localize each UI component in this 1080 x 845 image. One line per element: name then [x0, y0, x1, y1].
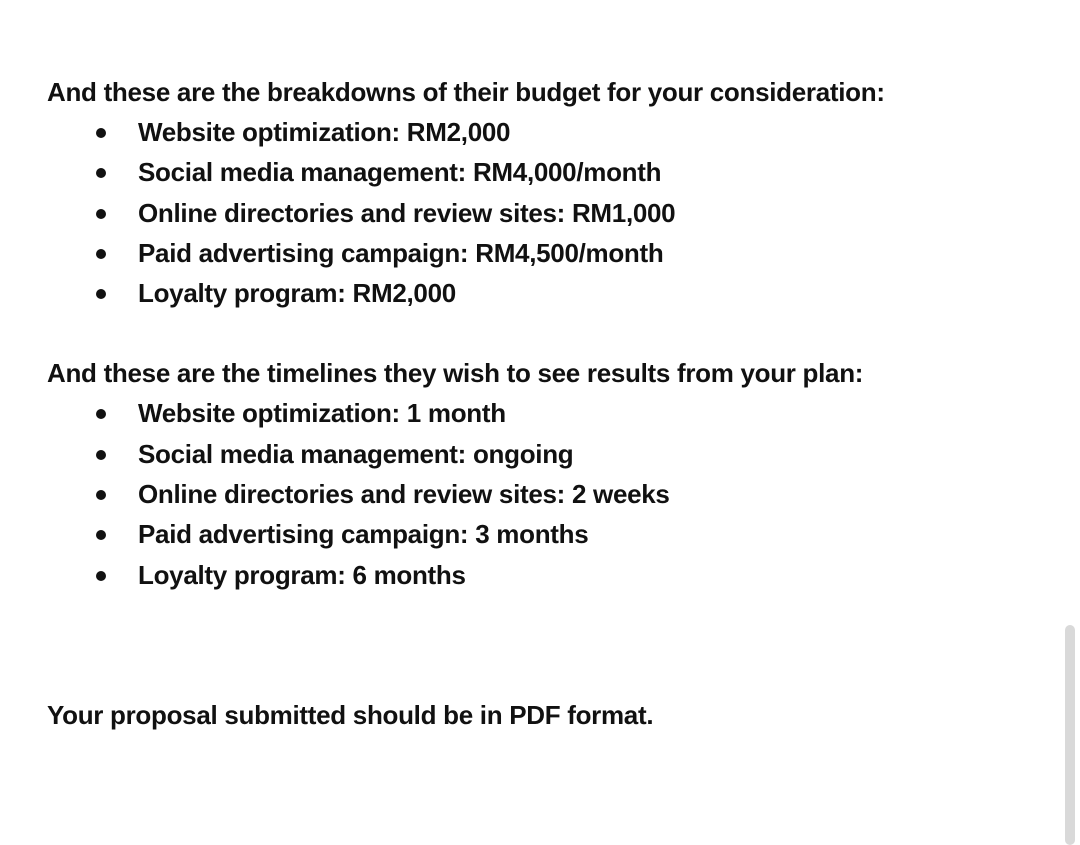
- timeline-item: [47, 393, 1027, 433]
- bullet-icon: [96, 168, 106, 178]
- budget-item: [47, 152, 1027, 192]
- timeline-item-text: Online directories and review sites: 2 weeks: [138, 479, 670, 510]
- timeline-item: [47, 514, 1027, 554]
- bullet-icon: [96, 530, 106, 540]
- timeline-item: [47, 434, 1027, 474]
- budget-item-text: Paid advertising campaign: RM4,500/month: [138, 237, 664, 268]
- document-content: [47, 72, 1027, 735]
- bullet-icon: [96, 409, 106, 419]
- vertical-scrollbar[interactable]: [1065, 625, 1075, 845]
- budget-item: [47, 233, 1027, 273]
- budget-item-text: Loyalty program: RM2,000: [138, 278, 456, 309]
- timeline-item: [47, 474, 1027, 514]
- budget-item: [47, 112, 1027, 152]
- timelines-list: [47, 393, 1027, 594]
- budget-item-text: Online directories and review sites: RM1,000: [138, 197, 676, 228]
- timeline-item-text: Website optimization: 1 month: [138, 398, 506, 429]
- budget-list: [47, 112, 1027, 313]
- bullet-icon: [96, 490, 106, 500]
- budget-item: [47, 193, 1027, 233]
- bullet-icon: [96, 128, 106, 138]
- spacer: [47, 313, 1027, 353]
- timeline-item-text: Social media management: ongoing: [138, 438, 574, 469]
- budget-item-text: Website optimization: RM2,000: [138, 117, 511, 147]
- timelines-intro: And these are the timelines they wish to see results from your plan:: [47, 358, 864, 389]
- budget-item-text: Social media management: RM4,000/month: [138, 157, 662, 188]
- timeline-item-text: Loyalty program: 6 months: [138, 559, 466, 590]
- bullet-icon: [96, 249, 106, 259]
- bullet-icon: [96, 289, 106, 299]
- spacer: [47, 595, 1027, 695]
- timeline-item-text: Paid advertising campaign: 3 months: [138, 519, 589, 550]
- timeline-item: [47, 555, 1027, 595]
- budget-intro: And these are the breakdowns of their budget for your consideration:: [47, 77, 885, 107]
- footer-note: Your proposal submitted should be in PDF format.: [47, 699, 654, 730]
- bullet-icon: [96, 209, 106, 219]
- bullet-icon: [96, 450, 106, 460]
- bullet-icon: [96, 571, 106, 581]
- budget-item: [47, 273, 1027, 313]
